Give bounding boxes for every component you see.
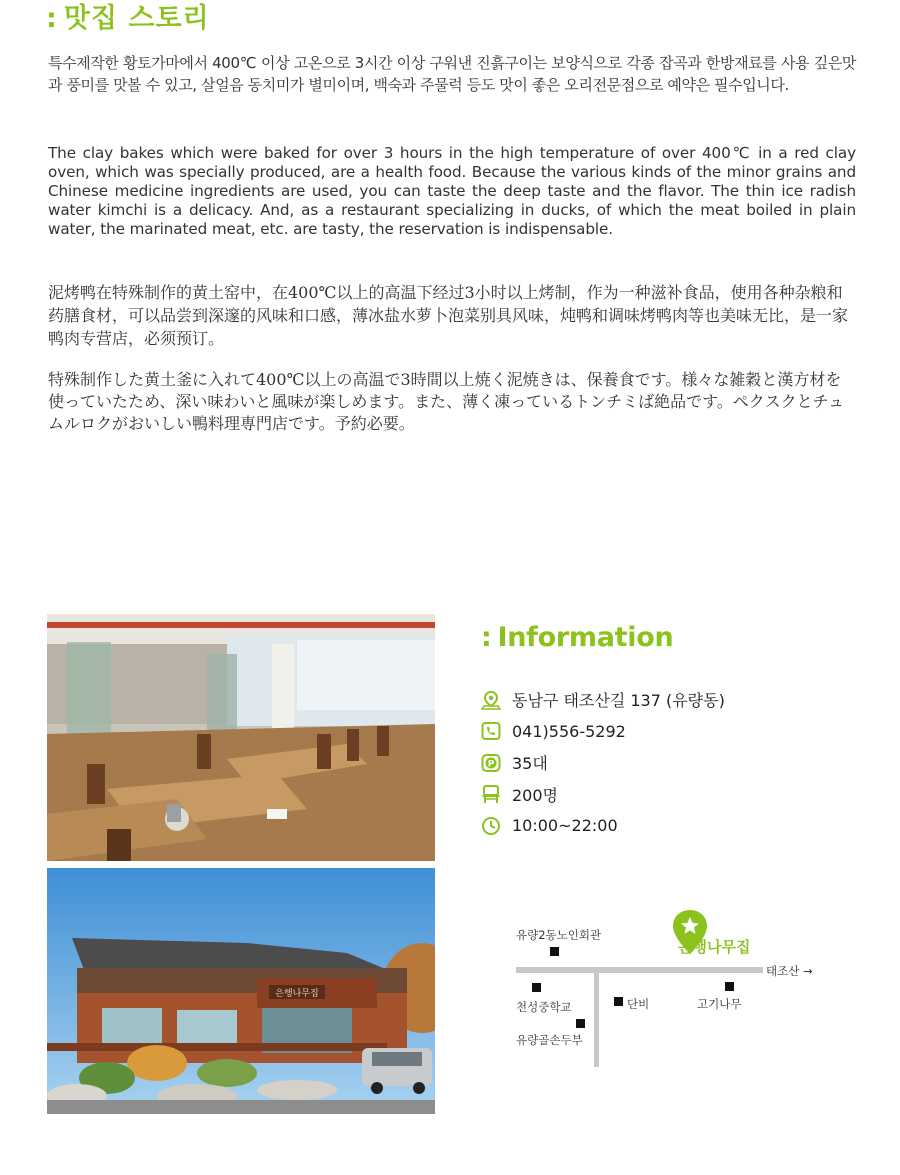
story-korean-paragraph: 특수제작한 황토가마에서 400℃ 이상 고온으로 3시간 이상 구워낸 진흙구이는 보양식으로 각종 잡곡과 한방재료를 사용 깊은맛과 풍미를 맛볼 수 있고, 살얼음 동치미가 별미이며, 백숙과 주물럭 등도 맛이 좋은 오리전문점으로 예약은 필수입니다.	[48, 54, 856, 94]
parking-row	[480, 747, 725, 779]
phone-icon	[480, 720, 502, 742]
map-marker-tofu	[576, 1019, 585, 1028]
map-marker-gogi	[725, 982, 734, 991]
map-label-danbi: 단비	[627, 997, 650, 1011]
story-title-text: 맛집 스토리	[63, 3, 210, 34]
side-road	[594, 967, 599, 1067]
interior-photo	[47, 614, 435, 861]
interior-photo-illustration	[47, 614, 435, 861]
map-label-gogi: 고기나무	[697, 997, 742, 1011]
title-colon: :	[481, 622, 492, 653]
map-label-school: 천성중학교	[516, 1000, 572, 1014]
story-japanese-paragraph: 特殊制作した黄土釜に入れて400℃以上の高温で3時間以上焼く泥焼きは、保養食です。様々な雑穀と漢方材を使っていたため、深い味わいと風味が楽しめます。また、薄く凍っているトンチミば絶品です。ペクスクとチュムルロクがおいしい鴨料理専門店です。予約必要。	[48, 370, 845, 433]
clock-icon	[480, 815, 502, 837]
address-text: 동남구 태조산길 137 (유량동)	[512, 691, 725, 711]
location-map	[500, 905, 840, 1075]
story-english-paragraph: The clay bakes which were baked for over 3 hours in the high temperature of over 400℃ in a red clay oven, which was specially produced, are a health food. Because the various kinds of the minor grains and Chinese medicine ingredients are used, you can taste the deep taste and the flavor. The thin ice radish water kimchi is a delicacy. And, as a restaurant specializing in ducks, of which the meat boiled in plain water, the marinated meat, etc. are tasty, the reservation is indispensable.	[48, 144, 856, 238]
map-marker-danbi	[614, 997, 623, 1006]
map-marker-senior-hall	[550, 947, 559, 956]
map-marker-school	[532, 983, 541, 992]
exterior-photo	[47, 868, 435, 1114]
hours-text: 10:00~22:00	[512, 816, 618, 836]
information-title	[481, 622, 673, 653]
map-label-senior-hall: 유량2동노인회관	[516, 928, 602, 942]
hours-row	[480, 810, 725, 842]
seats-text: 200명	[512, 785, 558, 805]
story-chinese-paragraph: 泥烤鸭在特殊制作的黄土窑中，在400℃以上的高温下经过3小时以上烤制，作为一种滋补食品，使用各种杂粮和药膳食材，可以品尝到深邃的风味和口感，薄冰盐水萝卜泡菜别具风味，炖鸭和调味烤鸭肉等也美味无比，是一家鸭肉专营店，必须预订。	[48, 283, 849, 348]
map-restaurant-label: 은행나무집	[678, 938, 751, 956]
address-row	[480, 684, 725, 716]
title-colon: :	[46, 3, 58, 34]
parking-text: 35대	[512, 754, 548, 774]
seats-row	[480, 779, 725, 811]
main-road	[516, 967, 763, 973]
map-label-direction: 태조산 →	[766, 964, 813, 978]
exterior-sign-text: 은행나무집	[275, 989, 319, 999]
map-label-tofu: 유량골손두부	[516, 1033, 583, 1047]
story-title	[46, 0, 210, 35]
information-title-text: Information	[497, 622, 674, 653]
phone-row	[480, 716, 725, 748]
parking-icon	[480, 752, 502, 774]
seat-icon	[480, 783, 502, 805]
information-list	[480, 684, 725, 842]
phone-text: 041)556-5292	[512, 721, 626, 741]
svg-text:P: P	[487, 759, 495, 770]
location-pin-icon	[480, 689, 502, 711]
exterior-photo-illustration	[47, 868, 435, 1114]
